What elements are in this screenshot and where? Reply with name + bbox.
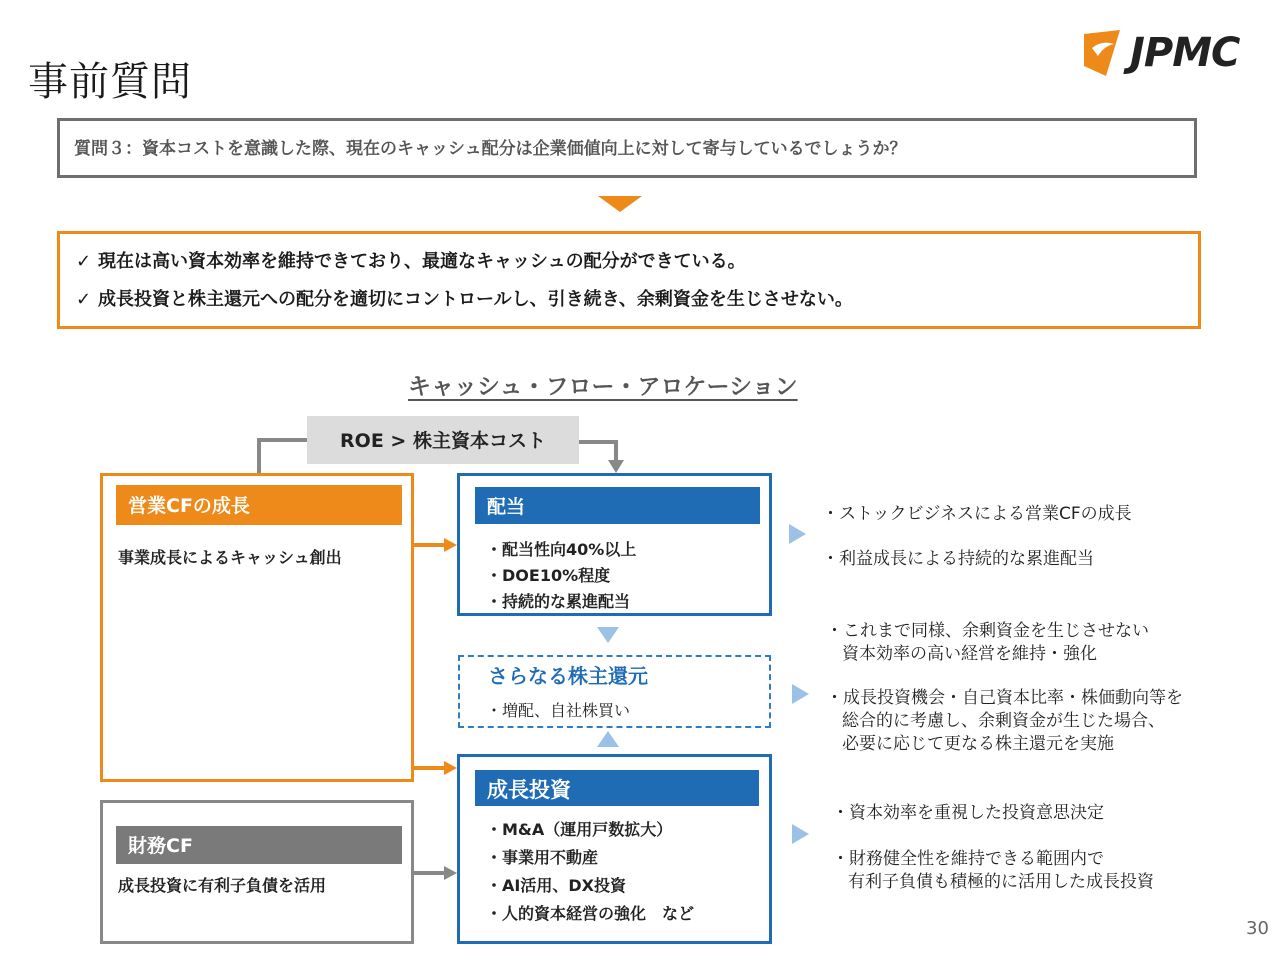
financial-cf-box bbox=[100, 800, 414, 944]
note-return: 総合的に考慮し、余剰資金が生じた場合、 bbox=[842, 711, 1165, 731]
further-return-item: ・増配、自社株買い bbox=[486, 701, 631, 720]
note-return: ・これまで同様、余剰資金を生じさせない bbox=[826, 621, 1149, 641]
down-triangle-icon bbox=[597, 627, 619, 643]
note-return: 資本効率の高い経営を維持・強化 bbox=[842, 644, 1097, 664]
further-return-title: さらなる株主還元 bbox=[488, 664, 648, 688]
growth-invest-item: ・M&A（運用戸数拡大） bbox=[486, 820, 673, 839]
growth-invest-item: ・人的資本経営の強化 など bbox=[486, 904, 695, 923]
answer-text: 成長投資と株主還元への配分を適切にコントロールし、引き続き、余剰資金を生じさせない。 bbox=[98, 289, 853, 310]
page-title: 事前質問 bbox=[28, 59, 192, 105]
logo-text: JPMC bbox=[1130, 30, 1240, 76]
right-triangle-icon bbox=[792, 824, 809, 844]
growth-invest-item: ・事業用不動産 bbox=[486, 848, 599, 867]
dividend-title: 配当 bbox=[487, 496, 526, 518]
page-number: 30 bbox=[1246, 918, 1269, 939]
note-growth: 有利子負債も積極的に活用した成長投資 bbox=[848, 872, 1154, 892]
financial-cf-title: 財務CF bbox=[128, 835, 193, 857]
note-growth: ・財務健全性を維持できる範囲内で bbox=[832, 849, 1104, 869]
flow-title: キャッシュ・フロー・アロケーション bbox=[408, 374, 798, 400]
check-icon: ✓ bbox=[76, 289, 92, 310]
right-triangle-icon bbox=[789, 524, 806, 544]
note-return: 必要に応じて更なる株主還元を実施 bbox=[842, 734, 1114, 754]
financial-cf-body: 成長投資に有利子負債を活用 bbox=[118, 876, 327, 895]
answer-text: 現在は高い資本効率を維持できており、最適なキャッシュの配分ができている。 bbox=[98, 251, 746, 272]
note-growth: ・資本効率を重視した投資意思決定 bbox=[832, 803, 1104, 823]
operating-cf-body: 事業成長によるキャッシュ創出 bbox=[118, 548, 342, 567]
dividend-item: ・持続的な累進配当 bbox=[486, 592, 631, 611]
question-text: 質問３：資本コストを意識した際、現在のキャッシュ配分は企業価値向上に対して寄与しているでしょうか？ bbox=[74, 139, 907, 159]
note-dividend: ・利益成長による持続的な累進配当 bbox=[822, 549, 1094, 569]
roe-label: ROE > 株主資本コスト bbox=[340, 430, 546, 452]
note-dividend: ・ストックビジネスによる営業CFの成長 bbox=[822, 504, 1132, 524]
check-icon: ✓ bbox=[76, 251, 92, 272]
dividend-item: ・配当性向40%以上 bbox=[486, 540, 637, 559]
up-triangle-icon bbox=[597, 731, 619, 747]
note-return: ・成長投資機会・自己資本比率・株価動向等を bbox=[826, 688, 1183, 708]
right-triangle-icon bbox=[792, 684, 809, 704]
growth-invest-title: 成長投資 bbox=[487, 778, 571, 802]
growth-invest-item: ・AI活用、DX投資 bbox=[486, 876, 626, 895]
operating-cf-title: 営業CFの成長 bbox=[128, 495, 250, 517]
dividend-item: ・DOE10%程度 bbox=[486, 566, 611, 585]
